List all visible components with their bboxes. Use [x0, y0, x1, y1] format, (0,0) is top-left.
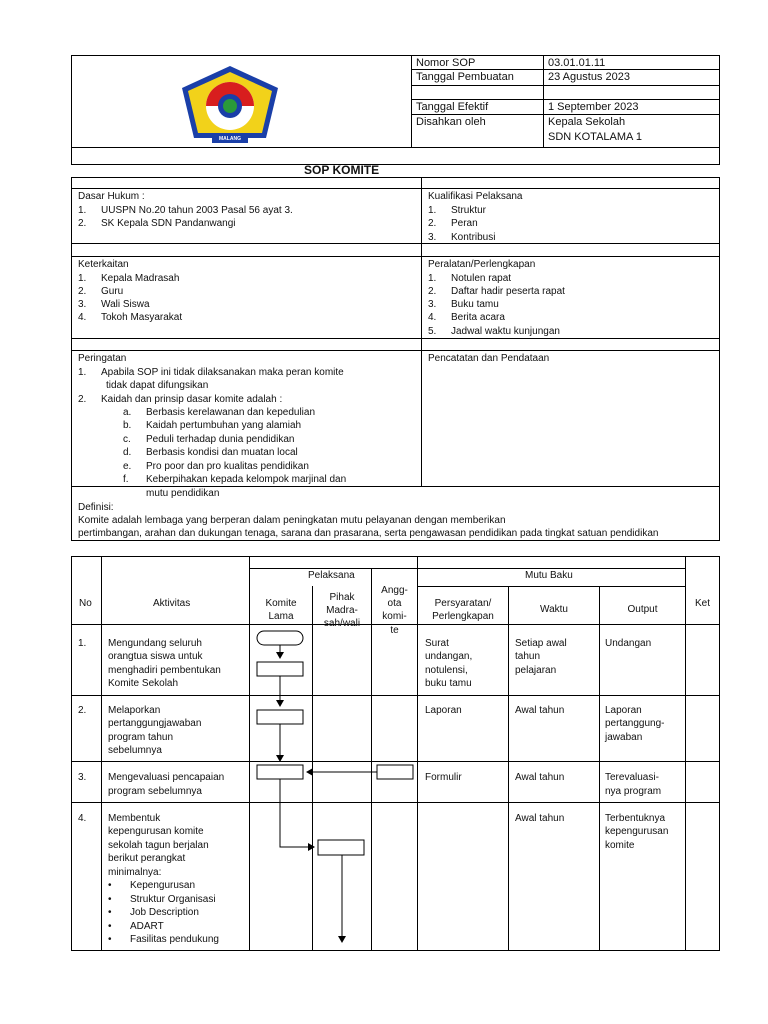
header-komite: Komite [265, 598, 297, 609]
row-bullet-item: Job Description [130, 907, 199, 918]
flow-process-box [318, 840, 364, 855]
row-output: jawaban [605, 732, 643, 743]
tanggal-pembuatan-label: Tanggal Pembuatan [416, 71, 514, 83]
row-output: pertanggung- [605, 718, 665, 729]
subitem-text: Keberpihakan kepada kelompok marjinal dan [146, 474, 347, 485]
keterkaitan-title: Keterkaitan [78, 259, 129, 270]
row-output: Undangan [605, 638, 652, 649]
list-num: 1. [428, 273, 437, 284]
flow-process-box [257, 662, 303, 676]
nomor-sop-value: 03.01.01.11 [548, 57, 606, 69]
header-waktu: Waktu [540, 604, 568, 615]
subitem-letter: d. [123, 447, 132, 458]
header-pelaksana: Pelaksana [308, 570, 355, 581]
row-persyaratan: Formulir [425, 772, 462, 783]
peringatan-item: Kaidah dan prinsip dasar komite adalah : [101, 394, 283, 405]
subitem-text: Peduli terhadap dunia pendidikan [146, 434, 295, 445]
header-pihak: Pihak [329, 592, 355, 603]
flow-process-box [377, 765, 413, 779]
bullet: • [108, 880, 112, 891]
definisi-text: pertimbangan, arahan dan dukungan tenaga, sarana dan prasarana, serta pengawasan pendidikan pada tingkat satuan pendidikan [78, 528, 659, 539]
kualifikasi-item: Peran [451, 218, 478, 229]
dasar-hukum-title: Dasar Hukum : [78, 191, 145, 202]
row-aktivitas: Melaporkan [108, 705, 161, 716]
subitem-letter: c. [123, 434, 131, 445]
row-persyaratan: undangan, [425, 651, 473, 662]
dasar-hukum-item: SK Kepala SDN Pandanwangi [101, 218, 236, 229]
flow-process-box [257, 710, 303, 724]
kualifikasi-item: Kontribusi [451, 232, 496, 243]
tanggal-pembuatan-value: 23 Agustus 2023 [548, 71, 630, 83]
header-anggota-4: te [390, 625, 399, 636]
row-no: 4. [78, 813, 87, 824]
row-aktivitas: sekolah tagun berjalan [108, 840, 209, 851]
row-persyaratan: notulensi, [425, 665, 468, 676]
header-ket: Ket [694, 598, 710, 609]
page-title: SOP KOMITE [304, 163, 380, 177]
subitem-text: Berbasis kondisi dan muatan local [146, 447, 298, 458]
keterkaitan-item: Tokoh Masyarakat [101, 312, 183, 323]
dasar-hukum-item: UUSPN No.20 tahun 2003 Pasal 56 ayat 3. [101, 205, 293, 216]
row-bullet-item: Fasilitas pendukung [130, 934, 219, 945]
approver-school: SDN KOTALAMA 1 [548, 131, 642, 143]
row-aktivitas: minimalnya: [108, 867, 162, 878]
header-aktivitas: Aktivitas [153, 598, 191, 609]
peringatan-item: Apabila SOP ini tidak dilaksanakan maka peran komite [101, 367, 344, 378]
disahkan-value: Kepala Sekolah [548, 116, 626, 128]
definisi-title: Definisi: [78, 502, 114, 513]
row-waktu: Awal tahun [515, 813, 565, 824]
row-bullet-item: Kepengurusan [130, 880, 196, 891]
nomor-sop-label: Nomor SOP [416, 57, 476, 69]
row-bullet-item: ADART [130, 921, 164, 932]
list-num: 1. [78, 367, 87, 378]
bullet: • [108, 907, 112, 918]
list-num: 2. [78, 218, 87, 229]
row-aktivitas: Membentuk [108, 813, 161, 824]
list-num: 1. [78, 205, 87, 216]
list-num: 4. [428, 312, 437, 323]
definisi-text: Komite adalah lembaga yang berperan dalam peningkatan mutu pelayanan dengan memberikan [78, 515, 506, 526]
row-persyaratan: Surat [425, 638, 449, 649]
row-aktivitas: program sebelumnya [108, 786, 202, 797]
header-pihak-2: Madra- [326, 605, 358, 616]
list-num: 3. [428, 299, 437, 310]
row-waktu: Awal tahun [515, 772, 565, 783]
list-num: 2. [428, 286, 437, 297]
keterkaitan-item: Guru [101, 286, 124, 297]
peralatan-item: Notulen rapat [451, 273, 512, 284]
flow-process-box [257, 765, 303, 779]
row-output: Terevaluasi- [605, 772, 659, 783]
list-num: 5. [428, 326, 437, 337]
row-aktivitas: pertanggungjawaban [108, 718, 202, 729]
list-num: 3. [78, 299, 87, 310]
row-waktu: Awal tahun [515, 705, 565, 716]
header-pihak-3: sah/wali [323, 618, 361, 629]
subitem-letter: e. [123, 461, 132, 472]
peringatan-item-cont: tidak dapat difungsikan [106, 380, 209, 391]
logo-sub: MALANG [219, 136, 241, 142]
keterkaitan-item: Kepala Madrasah [101, 273, 180, 284]
disahkan-label: Disahkan oleh [416, 116, 486, 128]
row-output: Laporan [605, 705, 642, 716]
peralatan-item: Daftar hadir peserta rapat [451, 286, 565, 297]
flow-start-terminator [257, 631, 303, 645]
list-num: 3. [428, 232, 437, 243]
header-persyaratan: Persyaratan/ [434, 598, 492, 609]
row-aktivitas: Mengundang seluruh [108, 638, 202, 649]
list-num: 1. [78, 273, 87, 284]
subitem-text: Berbasis kerelawanan dan kepedulian [146, 407, 316, 418]
bullet: • [108, 894, 112, 905]
peringatan-title: Peringatan [78, 353, 127, 364]
peralatan-title: Peralatan/Perlengkapan [428, 259, 536, 270]
peralatan-item: Buku tamu [451, 299, 499, 310]
row-aktivitas: menghadiri pembentukan [108, 665, 221, 676]
header-output: Output [627, 604, 658, 615]
list-num: 4. [78, 312, 87, 323]
subitem-text: Pro poor dan pro kualitas pendidikan [146, 461, 309, 472]
peralatan-item: Berita acara [451, 312, 505, 323]
row-aktivitas: kepengurusan komite [108, 826, 204, 837]
row-aktivitas: orangtua siswa untuk [108, 651, 203, 662]
row-no: 1. [78, 638, 87, 649]
header-no: No [79, 598, 92, 609]
row-waktu: Setiap awal [515, 638, 567, 649]
subitem-letter: a. [123, 407, 132, 418]
row-bullet-item: Struktur Organisasi [130, 894, 216, 905]
row-persyaratan: buku tamu [425, 678, 472, 689]
header-anggota-3: komi- [382, 611, 407, 622]
row-aktivitas: Mengevaluasi pencapaian [108, 772, 225, 783]
row-waktu: tahun [515, 651, 541, 662]
row-no: 2. [78, 705, 87, 716]
row-aktivitas: program tahun [108, 732, 174, 743]
list-num: 1. [428, 205, 437, 216]
header-persyaratan-2: Perlengkapan [432, 611, 494, 622]
subitem-text-cont: mutu pendidikan [146, 488, 220, 499]
list-num: 2. [78, 286, 87, 297]
bullet: • [108, 934, 112, 945]
row-output: komite [605, 840, 635, 851]
tanggal-efektif-value: 1 September 2023 [548, 101, 639, 113]
row-waktu: pelajaran [515, 665, 557, 676]
row-no: 3. [78, 772, 87, 783]
kualifikasi-item: Struktur [451, 205, 487, 216]
bullet: • [108, 921, 112, 932]
pencatatan-title: Pencatatan dan Pendataan [428, 353, 550, 364]
row-aktivitas: berikut perangkat [108, 853, 186, 864]
row-persyaratan: Laporan [425, 705, 462, 716]
peralatan-item: Jadwal waktu kunjungan [451, 326, 560, 337]
tanggal-efektif-label: Tanggal Efektif [416, 101, 489, 113]
header-komite-2: Lama [268, 611, 294, 622]
header-anggota-2: ota [387, 598, 402, 609]
row-aktivitas: sebelumnya [108, 745, 162, 756]
row-output: nya program [605, 786, 662, 797]
subitem-text: Kaidah pertumbuhan yang alamiah [146, 420, 302, 431]
row-aktivitas: Komite Sekolah [108, 678, 179, 689]
list-num: 2. [78, 394, 87, 405]
keterkaitan-item: Wali Siswa [101, 299, 150, 310]
kualifikasi-title: Kualifikasi Pelaksana [428, 191, 523, 202]
row-output: kepengurusan [605, 826, 669, 837]
header-anggota: Angg- [381, 585, 408, 596]
list-num: 2. [428, 218, 437, 229]
subitem-letter: f. [123, 474, 129, 485]
row-output: Terbentuknya [605, 813, 666, 824]
subitem-letter: b. [123, 420, 132, 431]
header-mutu-baku: Mutu Baku [525, 570, 573, 581]
